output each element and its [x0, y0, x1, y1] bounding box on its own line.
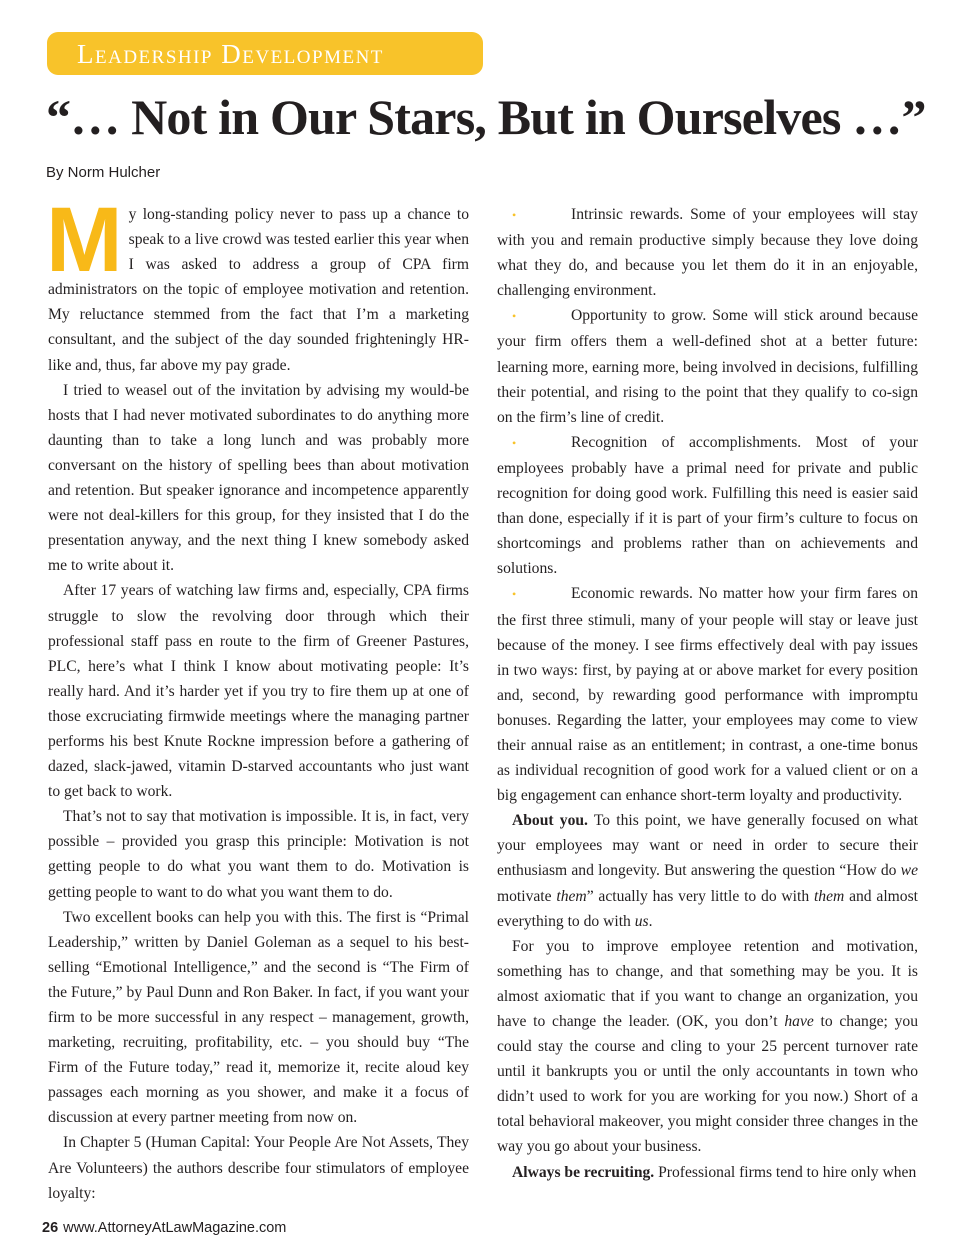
bullet-item: • Recognition of accomplishments. Most of your employees probably have a primal need for private and public recognition for doing good work. Fulfilling this need is easier said than done, especially if it is part of your firm’s culture to focus on shortcomings and problems rather than on achievements and solutions. [497, 430, 918, 582]
paragraph: After 17 years of watching law firms and, especially, CPA firms struggle to slow the revolving door through which their professional staff pass en route to the firm of Greener Pastures, PLC, here’s what I think I know about motivating people: It’s really hard. And it’s harder yet if you try to fire them up at one of those excruciating firmwide meetings where the managing partner performs his best Knute Rockne impression before a gathering of dazed, slack-jawed, vitamin D-starved accountants who just want to get back to work. [48, 582, 469, 801]
paragraph-change: For you to improve employee retention and motivation, something has to change, and that something may be you. It is almost axiomatic that if you want to change an organization, you have to change the leader. (OK, you don’t have to change; you could stay the course and cling to your 25 percent turnover rate until it bankrupts you or until the only accountants in town who didn’t used to work for you are working for you now.) Short of a total behavioral makeover, you might consider three changes in the way you go about your business. [497, 937, 918, 1156]
run-in-heading: About you. [512, 812, 588, 830]
page-footer [42, 1220, 286, 1236]
section-banner [47, 32, 483, 75]
byline: By Norm Hulcher [46, 164, 161, 181]
paragraph-recruiting: Always be recruiting. Professional firms tend to hire only when [512, 1163, 917, 1181]
drop-cap: M [46, 189, 123, 291]
bullet-icon: • [512, 208, 517, 222]
bullet-item: • Intrinsic rewards. Some of your employees will stay with you and remain productive simply because they love doing what they do, and because you let them do it in an enjoyable, challenging environment. [497, 202, 918, 303]
section-label: Leadership Development [77, 39, 384, 69]
paragraph: Two excellent books can help you with this. The first is “Primal Leadership,” written by Daniel Goleman as a sequel to his best-selling “Emotional Intelligence,” and the second is “The Firm of the Future,” by Paul Dunn and Ron Baker. In fact, if you want your firm to be more successful in any respect – management, growth, marketing, recruiting, profitability, etc. – you should buy “The Firm of the Future today,” read it, memorize it, recite aloud key passages each morning as you shower, and make it a focus of discussion at every partner meeting from now on. [48, 908, 469, 1127]
bullet-icon: • [512, 309, 517, 324]
page-number: 26 [42, 1220, 59, 1236]
bullet-icon: • [512, 587, 517, 602]
run-in-heading: Always be recruiting. [512, 1163, 655, 1181]
paragraph: That’s not to say that motivation is impossible. It is, in fact, very possible – provided you grasp this principle: Motivation is not getting people to do what you want them to do. Motivation is getting people to want to do what you want them to do. [48, 808, 469, 901]
left-column [46, 189, 469, 1206]
article-title: “… Not in Our Stars, But in Ourselves …” [46, 89, 926, 145]
paragraph-intro: My long-standing policy never to pass up a chance to speak to a live crowd was tested earlier this year when I was asked to address a group of CPA firm administrators on the topic of employee motivation and retention. My reluctance stemmed from the fact that I’m a marketing consultant, and the subject of the day sounded frighteningly HR-like and, thus, far above my pay grade. [46, 189, 469, 374]
bullet-item: • Opportunity to grow. Some will stick around because your firm offers them a well-defined shot at a better future: learning more, earning more, being involved in decisions, fulfilling their potential, and rising to the point that they qualify to co-sign on the firm’s line of credit. [497, 303, 918, 429]
paragraph-about-you: About you. To this point, we have generally focused on what your employees may want or need in order to secure their enthusiasm and longevity. But answering the question “How do we motivate them” actually has very little to do with them and almost everything to do with us. [497, 812, 918, 930]
bullet-icon: • [512, 435, 517, 450]
paragraph: I tried to weasel out of the invitation by advising my would-be hosts that I had never motivated subordinates to do anything more daunting than to take a long lunch and was probably more conversant on the history of spelling bees than about motivation and retention. But speaker ignorance and incompetence apparently were not deal-killers for this group, for they insisted that I do the presentation anyway, and the next thing I knew somebody asked me to write about it. [48, 381, 469, 575]
footer-url: www.AttorneyAtLawMagazine.com [63, 1220, 287, 1236]
right-column [497, 202, 918, 1185]
paragraph: In Chapter 5 (Human Capital: Your People Are Not Assets, They Are Volunteers) the authors describe four stimulators of employee loyalty: [48, 1134, 469, 1202]
bullet-item: • Economic rewards. No matter how your firm fares on the first three stimuli, many of your people will stay or leave just because of the money. I see firms effectively deal with pay issues in two ways: first, by paying at or above market for every position and, second, by rewarding good performance with impromptu bonuses. Regarding the latter, your employees may come to view their annual raise as an entitlement; in contrast, a one-time bonus as individual recognition of good work for a valued client or on a big engagement can enhance short-term loyalty and productivity. [497, 581, 918, 808]
